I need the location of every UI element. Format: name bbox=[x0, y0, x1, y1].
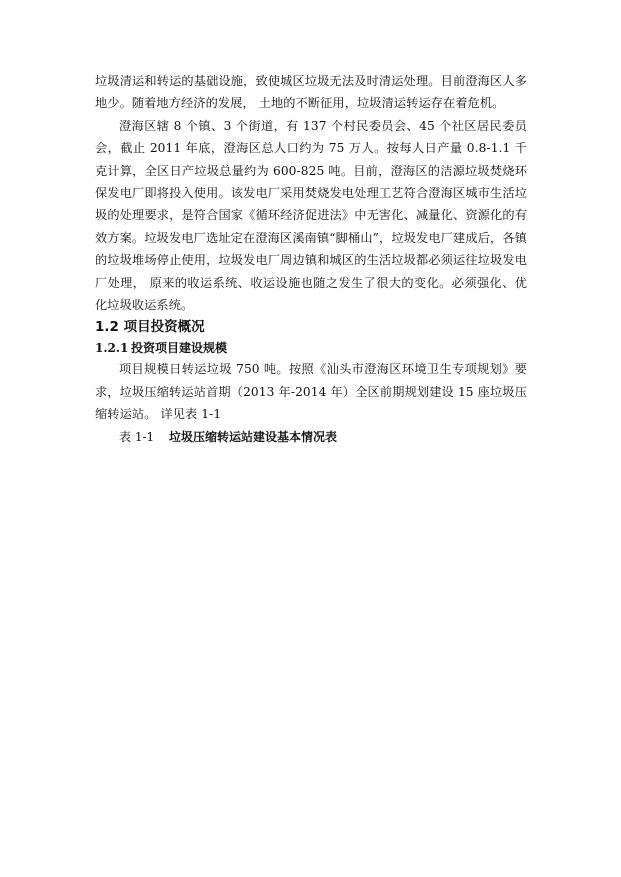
paragraph-3: 项目规模日转运垃圾 750 吨。按照《汕头市澄海区环境卫生专项规划》要求，垃圾压缩转运站首期（2013 年-2014 年）全区前期规划建设 15 座垃圾压缩转运站。 详见表 1-1 bbox=[95, 362, 527, 422]
subsection-number: 1.2.1 bbox=[95, 341, 129, 356]
paragraph-1: 垃圾清运和转运的基础设施，致使城区垃圾无法及时清运处理。目前澄海区人多地少。随着地方经济的发展， 土地的不断征用，垃圾清运转运存在着危机。 bbox=[95, 74, 527, 111]
table-caption bbox=[95, 426, 527, 448]
section-heading-1-2: 1.2 项目投资概况 bbox=[95, 319, 205, 336]
table-caption-number: 表 1-1 bbox=[119, 429, 155, 444]
document-body bbox=[95, 70, 527, 448]
subsection-title: 投资项目建设规模 bbox=[131, 341, 228, 356]
paragraph-2: 澄海区辖 8 个镇、3 个街道，有 137 个村民委员会、45 个社区居民委员会，截止 2011 年底，澄海区总人口约为 75 万人。按每人日产量 0.8-1.1 千克计算，全区日产垃圾总量约为 600-825 吨。目前，澄海区的洁源垃圾焚烧环保发电厂即将投入使用。该发电厂采用焚烧发电处理工艺符合澄海区城市生活垃圾的处理要求，是符合国家《循环经济促进法》中无害化、减量化、资源化的有效方案。垃圾发电厂选址定在澄海区溪南镇“脚桶山”，垃圾发电厂建成后，各镇的垃圾堆场停止使用，垃圾发电厂周边镇和城区的生活垃圾都必须运往垃圾发电厂处理， 原来的收运系统、收运设施也随之发生了很大的变化。必须强化、优化垃圾收运系统。 bbox=[95, 118, 527, 313]
table-caption-title: 垃圾压缩转运站建设基本情况表 bbox=[169, 429, 338, 444]
subsection-heading-1-2-1 bbox=[95, 338, 527, 358]
